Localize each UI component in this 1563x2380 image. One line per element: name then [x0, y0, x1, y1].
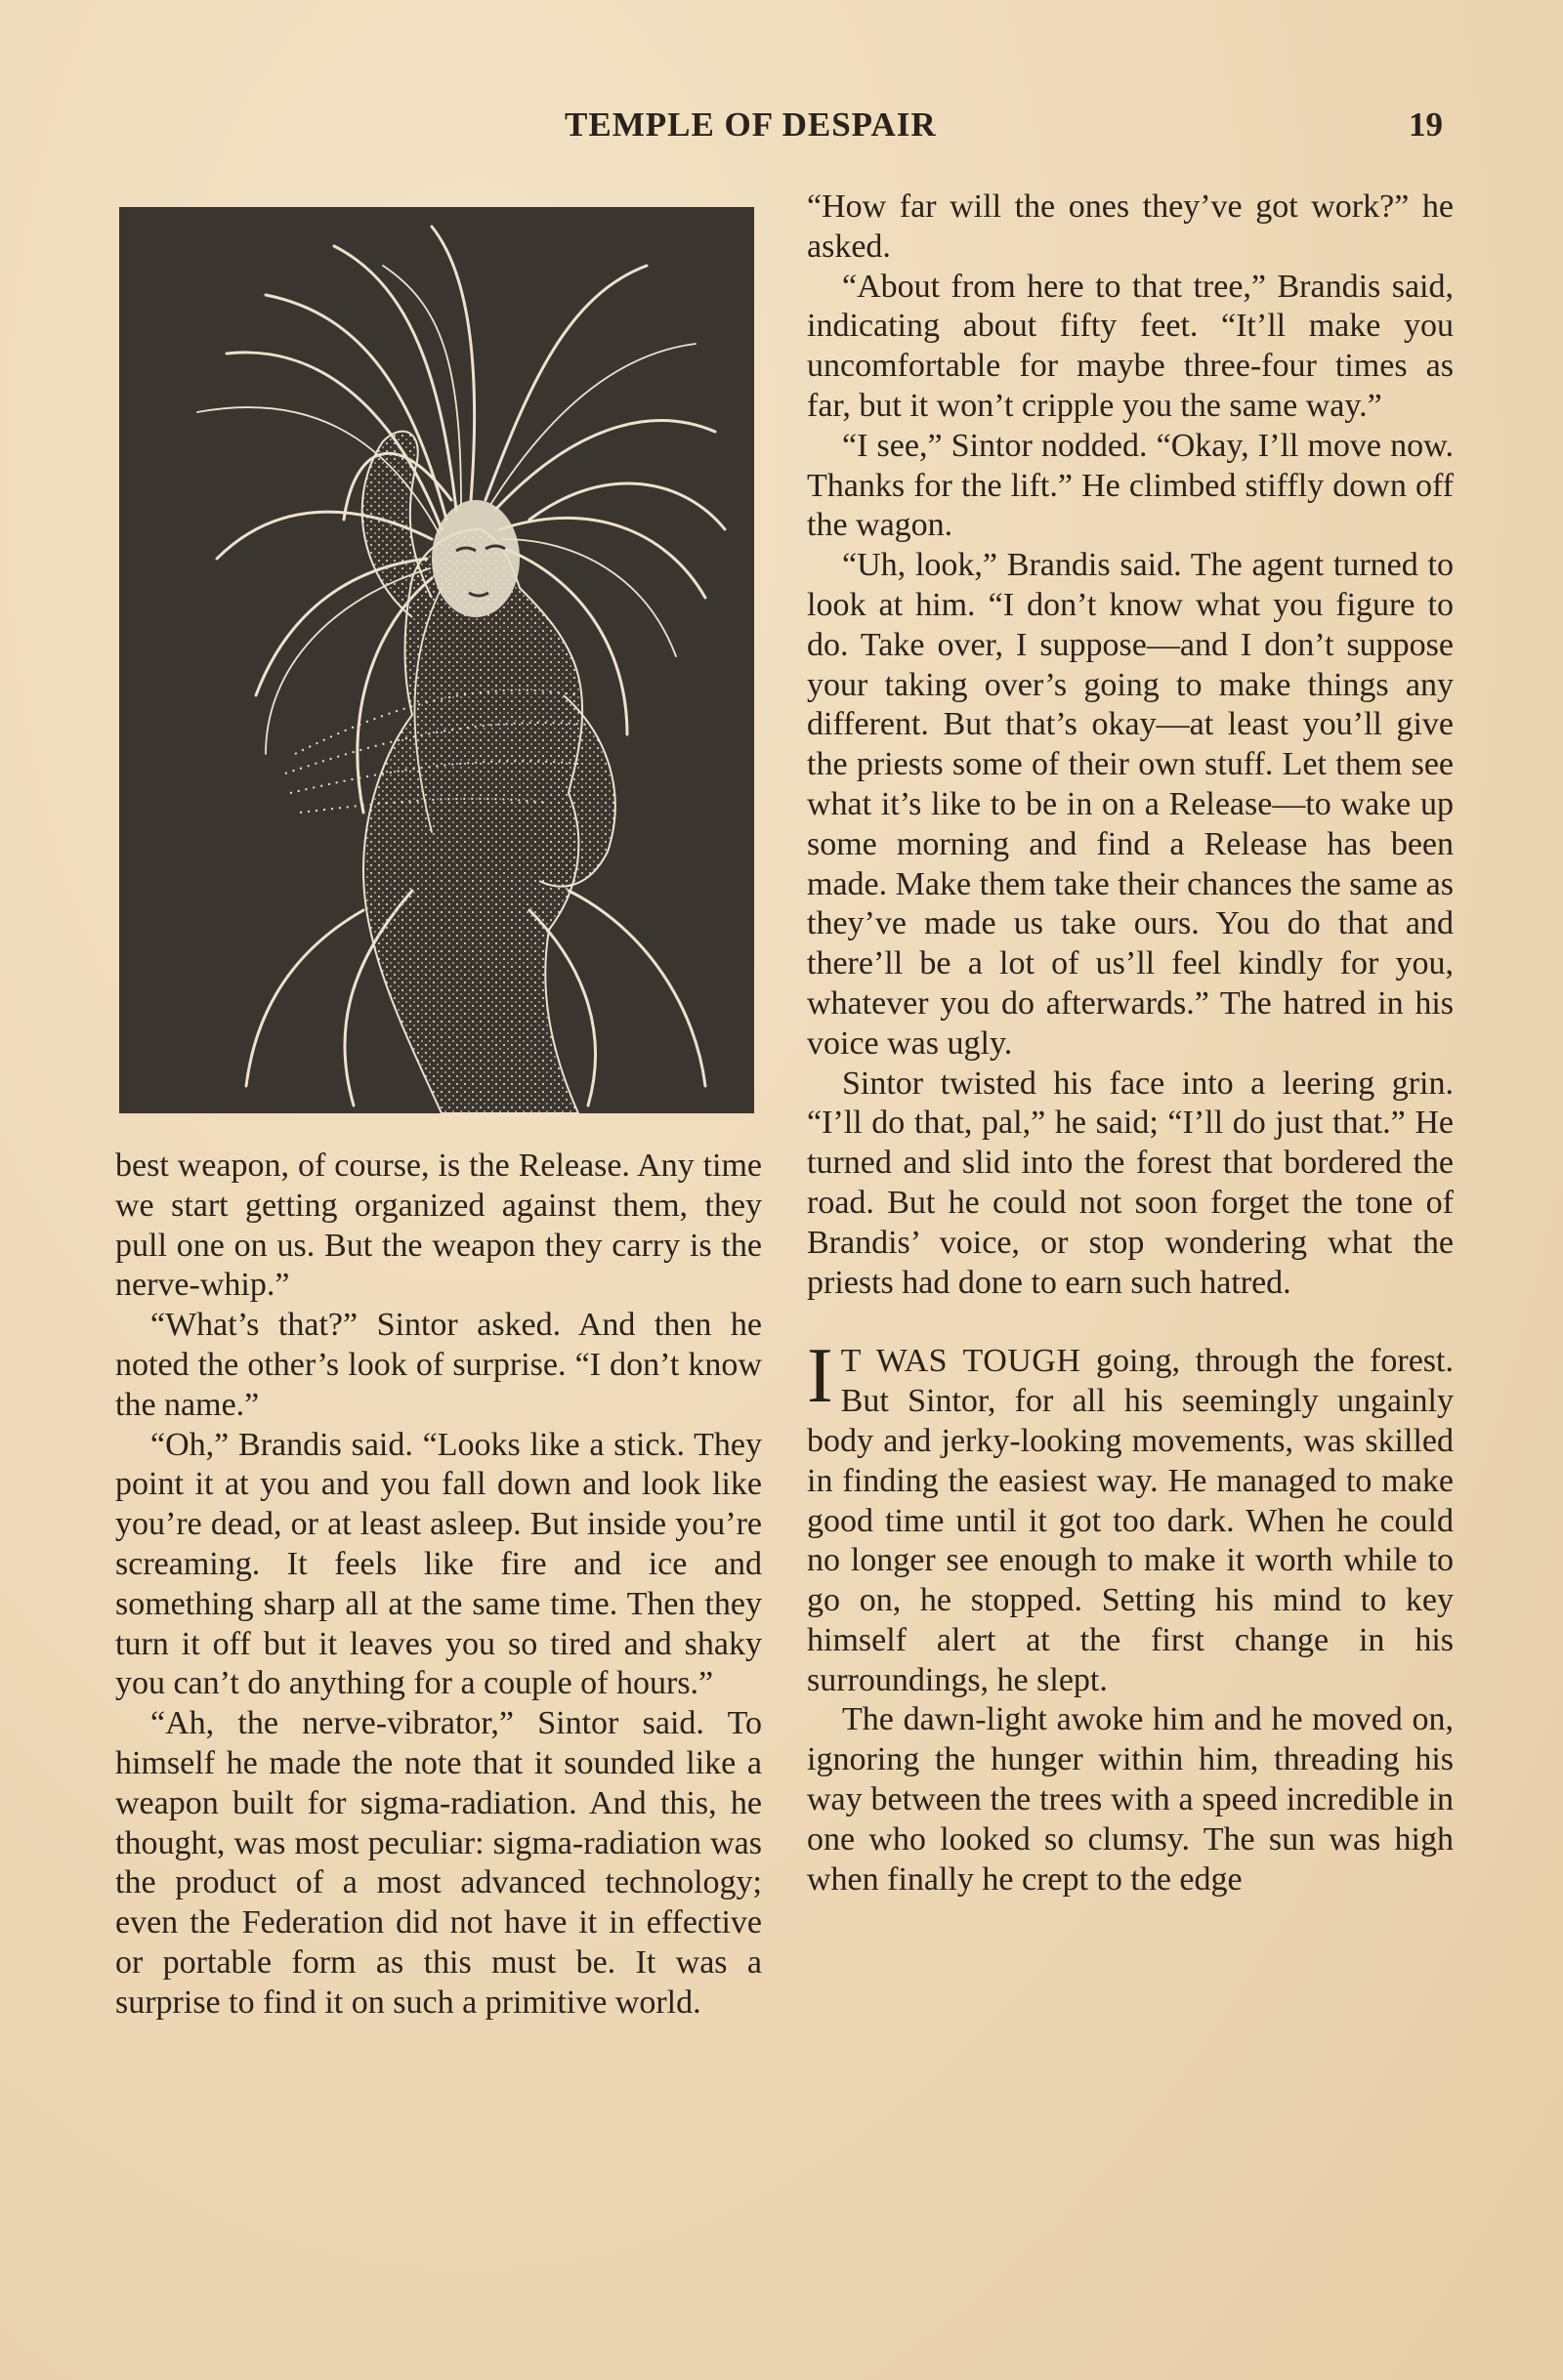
- section-opening-paragraph: [807, 1333, 1454, 1700]
- page-number: 19: [1409, 105, 1443, 144]
- opening-words: T WAS TOUGH: [840, 1343, 1081, 1380]
- mermaid-illustration-icon: [119, 207, 754, 1113]
- paragraph: “Ah, the nerve-vibrator,” Sintor said. To himself he made the note that it sounded like a weapon built for sigma-radiation. And this, he thought, was most peculiar: sigma-radiation was the product of a most advanced technology; even the Federation did not have it in effective or portable form as this must be. It was a surprise to find it on such a primitive world.: [115, 1705, 762, 2021]
- text-column-left: [115, 1147, 762, 2024]
- paragraph: “Uh, look,” Brandis said. The agent turned to look at him. “I don’t know what you figure to do. Take over, I suppose—and I don’t suppose your taking over’s going to make things any different. But that’s okay—at least you’ll give the priests some of their own stuff. Let them see what it’s like to be in on a Release—to wake up some morning and find a Release has been made. Make them take their chances the same as they’ve made us take ours. You do that and there’ll be a lot of us’ll feel kindly for you, whatever you do afterwards.” The hatred in his voice was ugly.: [807, 547, 1454, 1062]
- paragraph: “I see,” Sintor nodded. “Okay, I’ll move now. Thanks for the lift.” He climbed stiffly down off the wagon.: [807, 427, 1454, 544]
- text-column-right: [807, 188, 1454, 1900]
- paragraph: “About from here to that tree,” Brandis said, indicating about fifty feet. “It’ll make you uncomfortable for maybe three-four times as far, but it won’t cripple you the same way.”: [807, 268, 1454, 424]
- paragraph: The dawn-light awoke him and he moved on, ignoring the hunger within him, threading his way between the trees with a speed incredible in one who looked so clumsy. The sun was high when finally he crept to the edge: [807, 1701, 1454, 1898]
- paragraph: “Oh,” Brandis said. “Looks like a stick. They point it at you and you fall down and look like you’re dead, or at least asleep. But inside you’re screaming. It feels like fire and ice and something sharp all at the same time. Then they turn it off but it leaves you so tired and shaky you can’t do anything for a couple of hours.”: [115, 1426, 762, 1702]
- page-header: [0, 105, 1563, 154]
- mermaid-illustration: [119, 207, 754, 1113]
- running-title: TEMPLE OF DESPAIR: [565, 105, 937, 144]
- paragraph: Sintor twisted his face into a leering grin. “I’ll do that, pal,” he said; “I’ll do just that.” He turned and slid into the forest that bordered the road. But he could not soon forget the tone of Brandis’ voice, or stop wondering what the priests had done to earn such hatred.: [807, 1065, 1454, 1301]
- paragraph: “What’s that?” Sintor asked. And then he noted the other’s look of surprise. “I don’t know the name.”: [115, 1307, 762, 1423]
- paragraph: best weapon, of course, is the Release. Any time we start getting organized against them, they pull one on us. But the weapon they carry is the nerve-whip.”: [115, 1148, 762, 1304]
- paragraph: “How far will the ones they’ve got work?” he asked.: [807, 188, 1454, 265]
- section-break: [807, 1303, 1454, 1342]
- drop-cap: I: [807, 1333, 833, 1420]
- paragraph-text: going, through the forest. But Sintor, for all his seemingly ungainly body and jerky-looking movements, was skilled in finding the easiest way. He managed to make good time until it got too dark. When he could no longer see enough to make it worth while to go on, he stopped. Setting his mind to key himself alert at the first change in his surroundings, he slept.: [807, 1343, 1454, 1698]
